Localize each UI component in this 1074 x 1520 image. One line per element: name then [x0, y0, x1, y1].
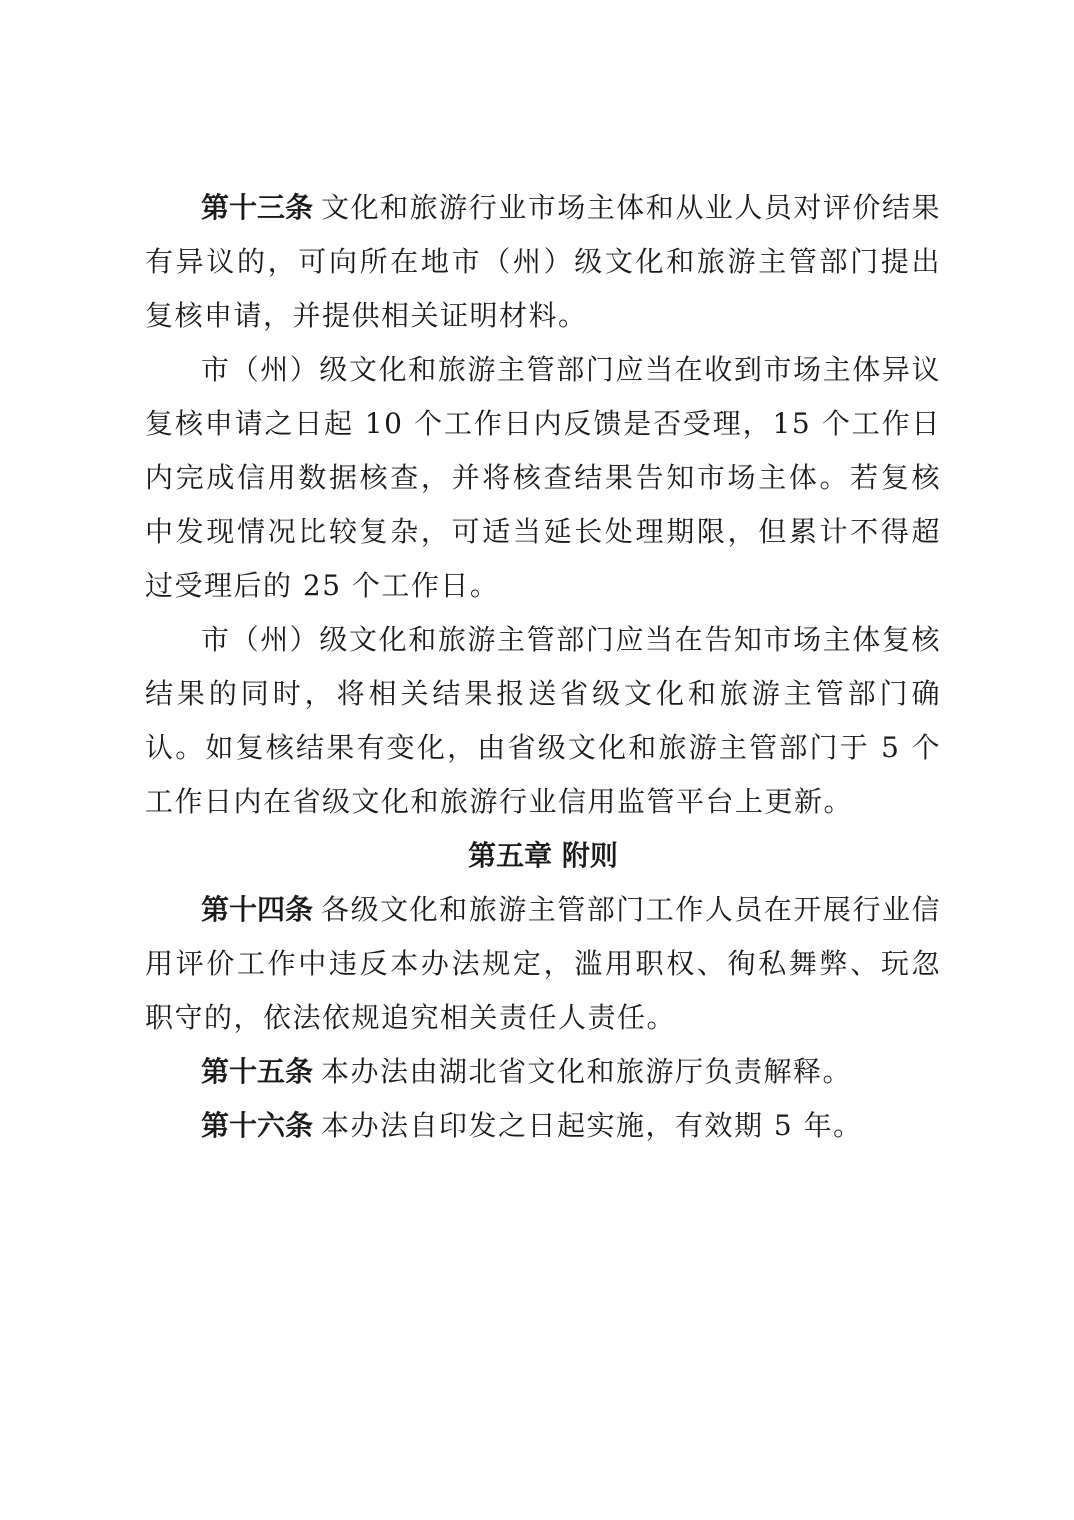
article-16-label: 第十六条 [201, 1109, 314, 1142]
article-15-label: 第十五条 [201, 1055, 314, 1088]
article-13-paragraph-3: 市（州）级文化和旅游主管部门应当在告知市场主体复核结果的同时，将相关结果报送省级文化和旅游主管部门确认。如复核结果有变化，由省级文化和旅游主管部门于 5 个工作日内在省级文化和旅游行业信用监管平台上更新。 [145, 623, 941, 818]
article-13-text: 文化和旅游行业市场主体和从业人员对评价结果有异议的，可向所在地市（州）级文化和旅游主管部门提出复核申请，并提供相关证明材料。 [145, 191, 941, 332]
document-page [145, 181, 941, 1153]
article-15-paragraph [145, 1045, 941, 1099]
article-13-paragraph-2: 市（州）级文化和旅游主管部门应当在收到市场主体异议复核申请之日起 10 个工作日内反馈是否受理，15 个工作日内完成信用数据核查，并将核查结果告知市场主体。若复核中发现情况比较复杂，可适当延长处理期限，但累计不得超过受理后的 25 个工作日。 [145, 353, 941, 602]
article-14-paragraph [145, 883, 941, 1045]
article-16-text: 本办法自印发之日起实施，有效期 5 年。 [321, 1109, 863, 1142]
article-13-paragraph-1 [145, 181, 941, 343]
chapter-5-heading: 第五章 附则 [468, 839, 618, 872]
article-16-paragraph [145, 1099, 941, 1153]
article-14-text: 各级文化和旅游主管部门工作人员在开展行业信用评价工作中违反本办法规定，滥用职权、徇私舞弊、玩忽职守的，依法依规追究相关责任人责任。 [145, 893, 941, 1034]
article-14-label: 第十四条 [201, 893, 314, 926]
article-13-label: 第十三条 [201, 191, 314, 224]
article-15-text: 本办法由湖北省文化和旅游厅负责解释。 [321, 1055, 853, 1088]
